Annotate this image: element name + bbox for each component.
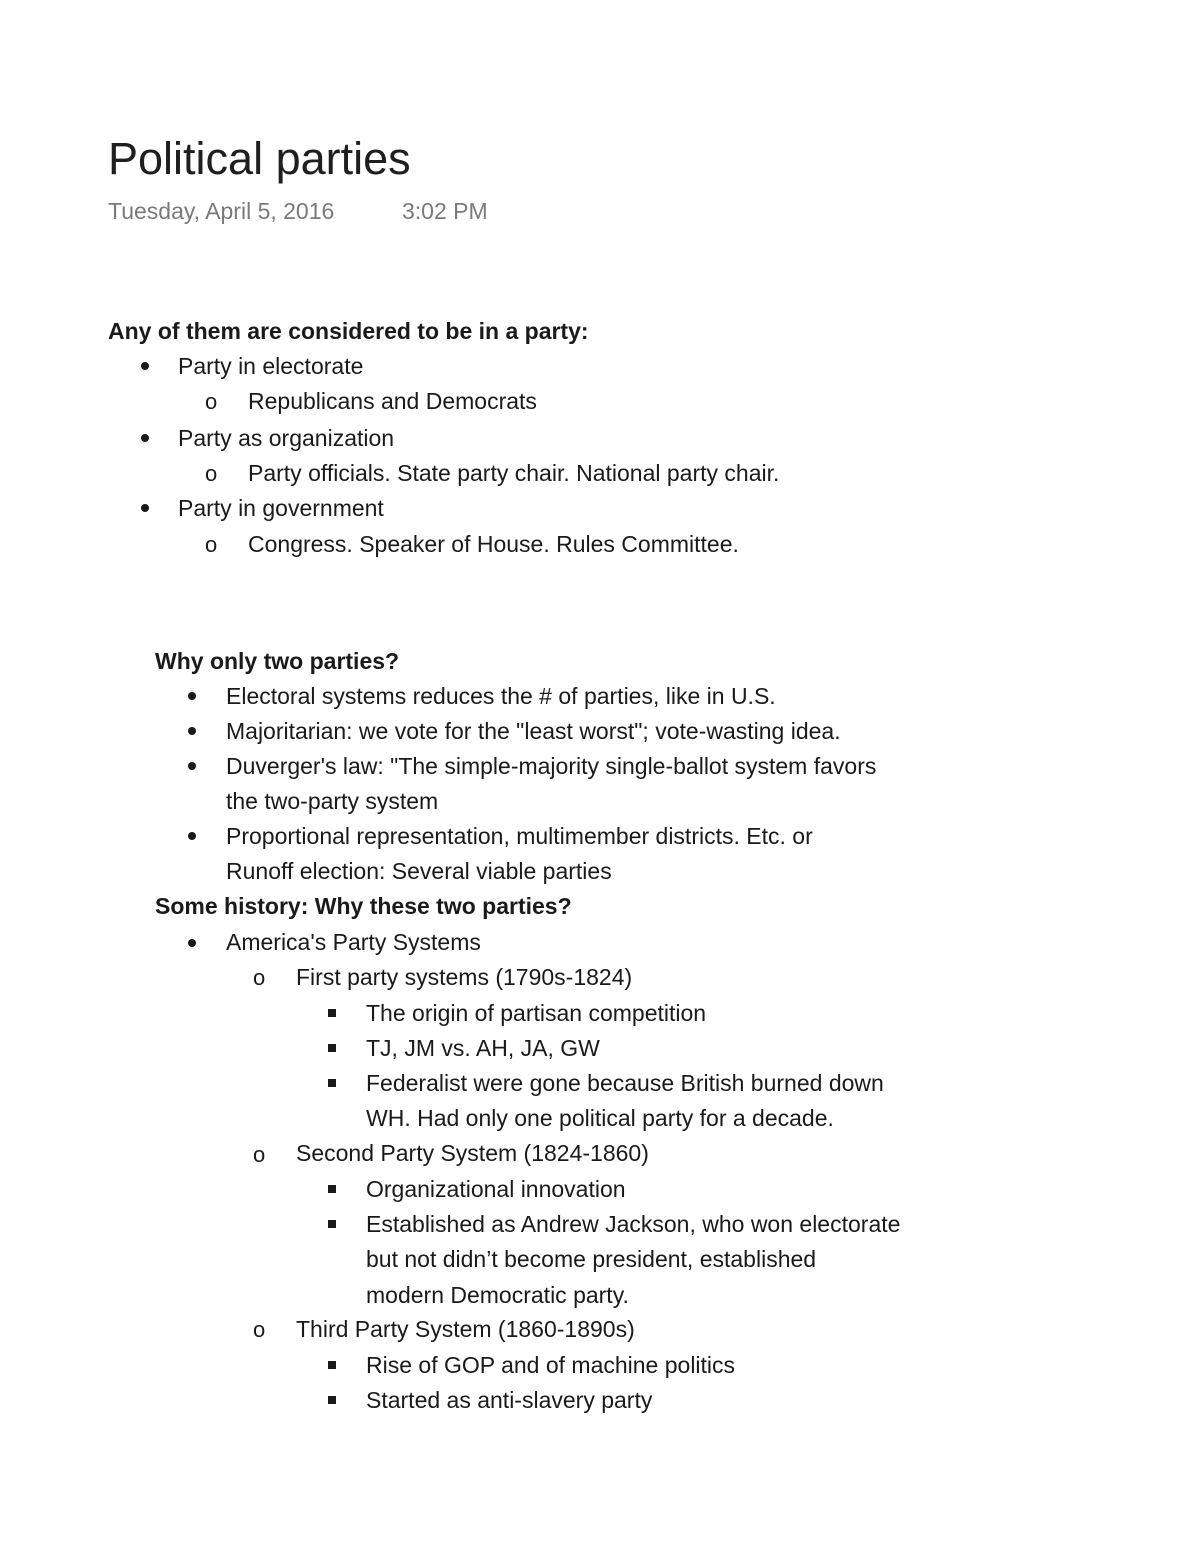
bullet-square-icon: [328, 1044, 336, 1052]
section2-heading: Why only two parties?: [155, 648, 400, 674]
bullet-dot-icon: [188, 692, 196, 700]
bullet-dot-icon: [188, 832, 196, 840]
section3-heading: Some history: Why these two parties?: [155, 893, 572, 919]
list-subitem: Republicans and Democrats: [248, 388, 537, 414]
list-point-continuation: but not didn’t become president, established: [366, 1246, 817, 1272]
list-item: Party in government: [178, 495, 384, 521]
bullet-square-icon: [328, 1079, 336, 1087]
bullet-dot-icon: [141, 504, 149, 512]
bullet-dot-icon: [141, 434, 149, 442]
list-item: Majoritarian: we vote for the "least worst"; vote-wasting idea.: [226, 718, 841, 744]
bullet-dot-icon: [141, 362, 149, 370]
bullet-circle-icon: o: [253, 1142, 266, 1167]
bullet-dot-icon: [188, 939, 196, 947]
list-item: Duverger's law: "The simple-majority single-ballot system favors: [226, 753, 877, 779]
bullet-circle-icon: o: [205, 389, 218, 414]
bullet-square-icon: [328, 1185, 336, 1193]
party-system-label: Second Party System (1824-1860): [296, 1140, 649, 1166]
list-point: The origin of partisan competition: [366, 1000, 707, 1026]
list-subitem: Party officials. State party chair. National party chair.: [248, 460, 780, 486]
list-item: Proportional representation, multimember districts. Etc. or: [226, 823, 813, 849]
bullet-square-icon: [328, 1220, 336, 1228]
list-point: Started as anti-slavery party: [366, 1387, 653, 1413]
bullet-circle-icon: o: [205, 461, 218, 486]
bullet-dot-icon: [188, 762, 196, 770]
list-point: Federalist were gone because British burned down: [366, 1070, 884, 1096]
list-item: Electoral systems reduces the # of parties, like in U.S.: [226, 683, 776, 709]
list-item: Party in electorate: [178, 353, 364, 379]
bullet-circle-icon: o: [253, 1317, 266, 1342]
note-time: 3:02 PM: [402, 198, 488, 224]
bullet-square-icon: [328, 1396, 336, 1404]
section1-heading: Any of them are considered to be in a party:: [108, 318, 589, 344]
list-subitem: Congress. Speaker of House. Rules Committee.: [248, 531, 739, 557]
list-point: Organizational innovation: [366, 1176, 626, 1202]
list-point: Rise of GOP and of machine politics: [366, 1352, 736, 1378]
list-point-continuation: WH. Had only one political party for a decade.: [366, 1105, 834, 1131]
bullet-square-icon: [328, 1009, 336, 1017]
party-system-label: Third Party System (1860-1890s): [296, 1316, 635, 1342]
page-title: Political parties: [108, 133, 411, 184]
list-item-continuation: Runoff election: Several viable parties: [226, 858, 612, 884]
list-point: Established as Andrew Jackson, who won electorate: [366, 1211, 901, 1237]
bullet-circle-icon: o: [205, 532, 218, 557]
bullet-circle-icon: o: [253, 965, 266, 990]
bullet-square-icon: [328, 1361, 336, 1369]
list-point: TJ, JM vs. AH, JA, GW: [366, 1035, 600, 1061]
list-item: America's Party Systems: [226, 929, 481, 955]
list-item-continuation: the two-party system: [226, 788, 439, 814]
bullet-dot-icon: [188, 727, 196, 735]
note-date: Tuesday, April 5, 2016: [108, 198, 335, 224]
list-point-continuation: modern Democratic party.: [366, 1282, 629, 1308]
party-system-label: First party systems (1790s-1824): [296, 964, 633, 990]
list-item: Party as organization: [178, 425, 395, 451]
